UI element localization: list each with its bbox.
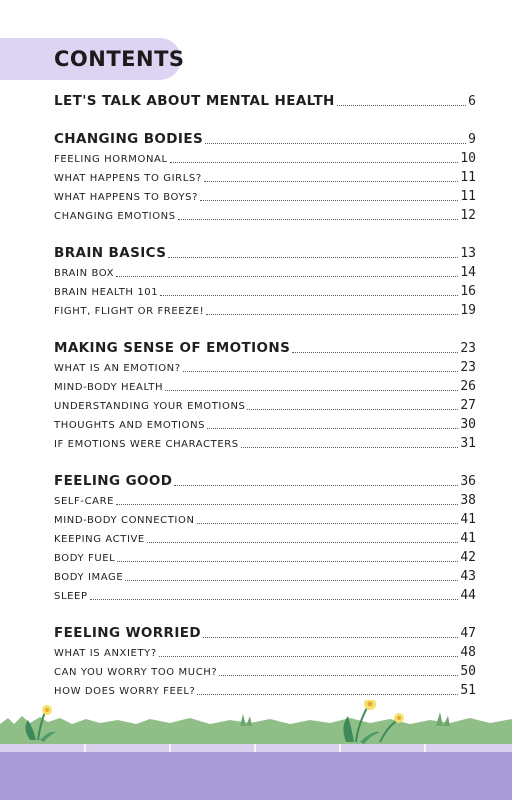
page-number: 10	[460, 151, 476, 166]
page-number: 23	[460, 341, 476, 356]
dot-leader	[147, 541, 458, 543]
page-number: 6	[468, 94, 476, 109]
toc-entry	[54, 394, 476, 413]
section-heading	[54, 126, 476, 147]
toc-entry	[54, 280, 476, 299]
page-number: 27	[460, 398, 476, 413]
page-number: 12	[460, 208, 476, 223]
section-gap	[54, 451, 476, 468]
toc-entry-label: BRAIN BOX	[54, 268, 115, 279]
page-number: 43	[460, 569, 476, 584]
toc-entry	[54, 508, 476, 527]
dot-leader	[197, 693, 458, 695]
toc-entry	[54, 527, 476, 546]
toc-entry-label: UNDERSTANDING YOUR EMOTIONS	[54, 401, 246, 412]
toc-entry-label: BODY IMAGE	[54, 572, 124, 583]
dot-leader	[174, 484, 458, 486]
dot-leader	[247, 408, 458, 410]
page-number: 42	[460, 550, 476, 565]
dot-leader	[168, 256, 458, 258]
dot-leader	[116, 275, 458, 277]
dot-leader	[197, 522, 459, 524]
page-number: 14	[460, 265, 476, 280]
dot-leader	[116, 503, 458, 505]
dot-leader	[125, 579, 458, 581]
section-heading-label: FEELING WORRIED	[54, 625, 201, 641]
toc-entry	[54, 660, 476, 679]
toc-entry	[54, 679, 476, 698]
dot-leader	[241, 446, 459, 448]
dot-leader	[292, 351, 458, 353]
toc-entry	[54, 299, 476, 318]
toc-entry	[54, 565, 476, 584]
toc-entry	[54, 546, 476, 565]
dot-leader	[178, 218, 459, 220]
toc-entry-label: WHAT IS AN EMOTION?	[54, 363, 181, 374]
toc-entry	[54, 432, 476, 451]
section-heading-label: BRAIN BASICS	[54, 245, 167, 261]
page-number: 51	[460, 683, 476, 698]
toc-entry-label: MIND-BODY CONNECTION	[54, 515, 195, 526]
page-number: 41	[460, 531, 476, 546]
toc-entry-label: SLEEP	[54, 591, 88, 602]
dot-leader	[159, 655, 459, 657]
section-heading-label: CHANGING BODIES	[54, 131, 204, 147]
page-number: 38	[460, 493, 476, 508]
toc-entry-label: THOUGHTS AND EMOTIONS	[54, 420, 206, 431]
dot-leader	[207, 427, 458, 429]
dot-leader	[160, 294, 458, 296]
pavement	[0, 752, 512, 800]
page-number: 23	[460, 360, 476, 375]
toc-entry-label: IF EMOTIONS WERE CHARACTERS	[54, 439, 239, 450]
dot-leader	[90, 598, 459, 600]
section-heading-label: MAKING SENSE OF EMOTIONS	[54, 340, 291, 356]
toc-entry	[54, 489, 476, 508]
page-number: 50	[460, 664, 476, 679]
dot-leader	[200, 199, 458, 201]
page-number: 19	[460, 303, 476, 318]
toc-entry	[54, 356, 476, 375]
page-number: 44	[460, 588, 476, 603]
toc-entry	[54, 413, 476, 432]
toc-entry-label: WHAT HAPPENS TO GIRLS?	[54, 173, 202, 184]
page-number: 36	[460, 474, 476, 489]
dot-leader	[205, 142, 466, 144]
toc-entry	[54, 641, 476, 660]
toc-entry-label: WHAT HAPPENS TO BOYS?	[54, 192, 199, 203]
toc-entry	[54, 147, 476, 166]
dot-leader	[203, 636, 458, 638]
page-number: 26	[460, 379, 476, 394]
page-number: 9	[468, 132, 476, 147]
dot-leader	[337, 104, 466, 106]
toc-entry-label: BRAIN HEALTH 101	[54, 287, 159, 298]
toc-entry-label: KEEPING ACTIVE	[54, 534, 145, 545]
page-number: 11	[460, 189, 476, 204]
toc-entry-label: HOW DOES WORRY FEEL?	[54, 686, 196, 697]
kerb	[0, 744, 512, 752]
page-title: CONTENTS	[54, 47, 185, 71]
toc-entry-label: MIND-BODY HEALTH	[54, 382, 164, 393]
page-number: 13	[460, 246, 476, 261]
section-gap	[54, 109, 476, 126]
toc-entry	[54, 166, 476, 185]
toc-entry	[54, 584, 476, 603]
toc-entry	[54, 375, 476, 394]
dot-leader	[204, 180, 459, 182]
section-heading	[54, 620, 476, 641]
section-heading-label: LET'S TALK ABOUT MENTAL HEALTH	[54, 93, 335, 109]
section-heading	[54, 88, 476, 109]
section-heading	[54, 335, 476, 356]
dot-leader	[206, 313, 458, 315]
toc-entry-label: CAN YOU WORRY TOO MUCH?	[54, 667, 218, 678]
toc-entry-label: SELF-CARE	[54, 496, 115, 507]
page-number: 47	[460, 626, 476, 641]
section-heading	[54, 468, 476, 489]
dot-leader	[219, 674, 458, 676]
toc-entry-label: FEELING HORMONAL	[54, 154, 168, 165]
section-gap	[54, 318, 476, 335]
page-number: 11	[460, 170, 476, 185]
dot-leader	[117, 560, 458, 562]
dot-leader	[183, 370, 459, 372]
garden-illustration	[0, 700, 512, 800]
toc-entry-label: FIGHT, FLIGHT OR FREEZE!	[54, 306, 205, 317]
toc-entry	[54, 204, 476, 223]
page-number: 30	[460, 417, 476, 432]
dot-leader	[165, 389, 458, 391]
section-gap	[54, 603, 476, 620]
page-number: 31	[460, 436, 476, 451]
section-heading-label: FEELING GOOD	[54, 473, 173, 489]
toc-entry-label: BODY FUEL	[54, 553, 116, 564]
page-number: 41	[460, 512, 476, 527]
toc-entry-label: WHAT IS ANXIETY?	[54, 648, 157, 659]
section-gap	[54, 223, 476, 240]
toc-entry	[54, 185, 476, 204]
dot-leader	[170, 161, 459, 163]
table-of-contents	[54, 88, 476, 717]
page-number: 48	[460, 645, 476, 660]
section-heading	[54, 240, 476, 261]
toc-entry	[54, 261, 476, 280]
page-number: 16	[460, 284, 476, 299]
toc-entry-label: CHANGING EMOTIONS	[54, 211, 176, 222]
